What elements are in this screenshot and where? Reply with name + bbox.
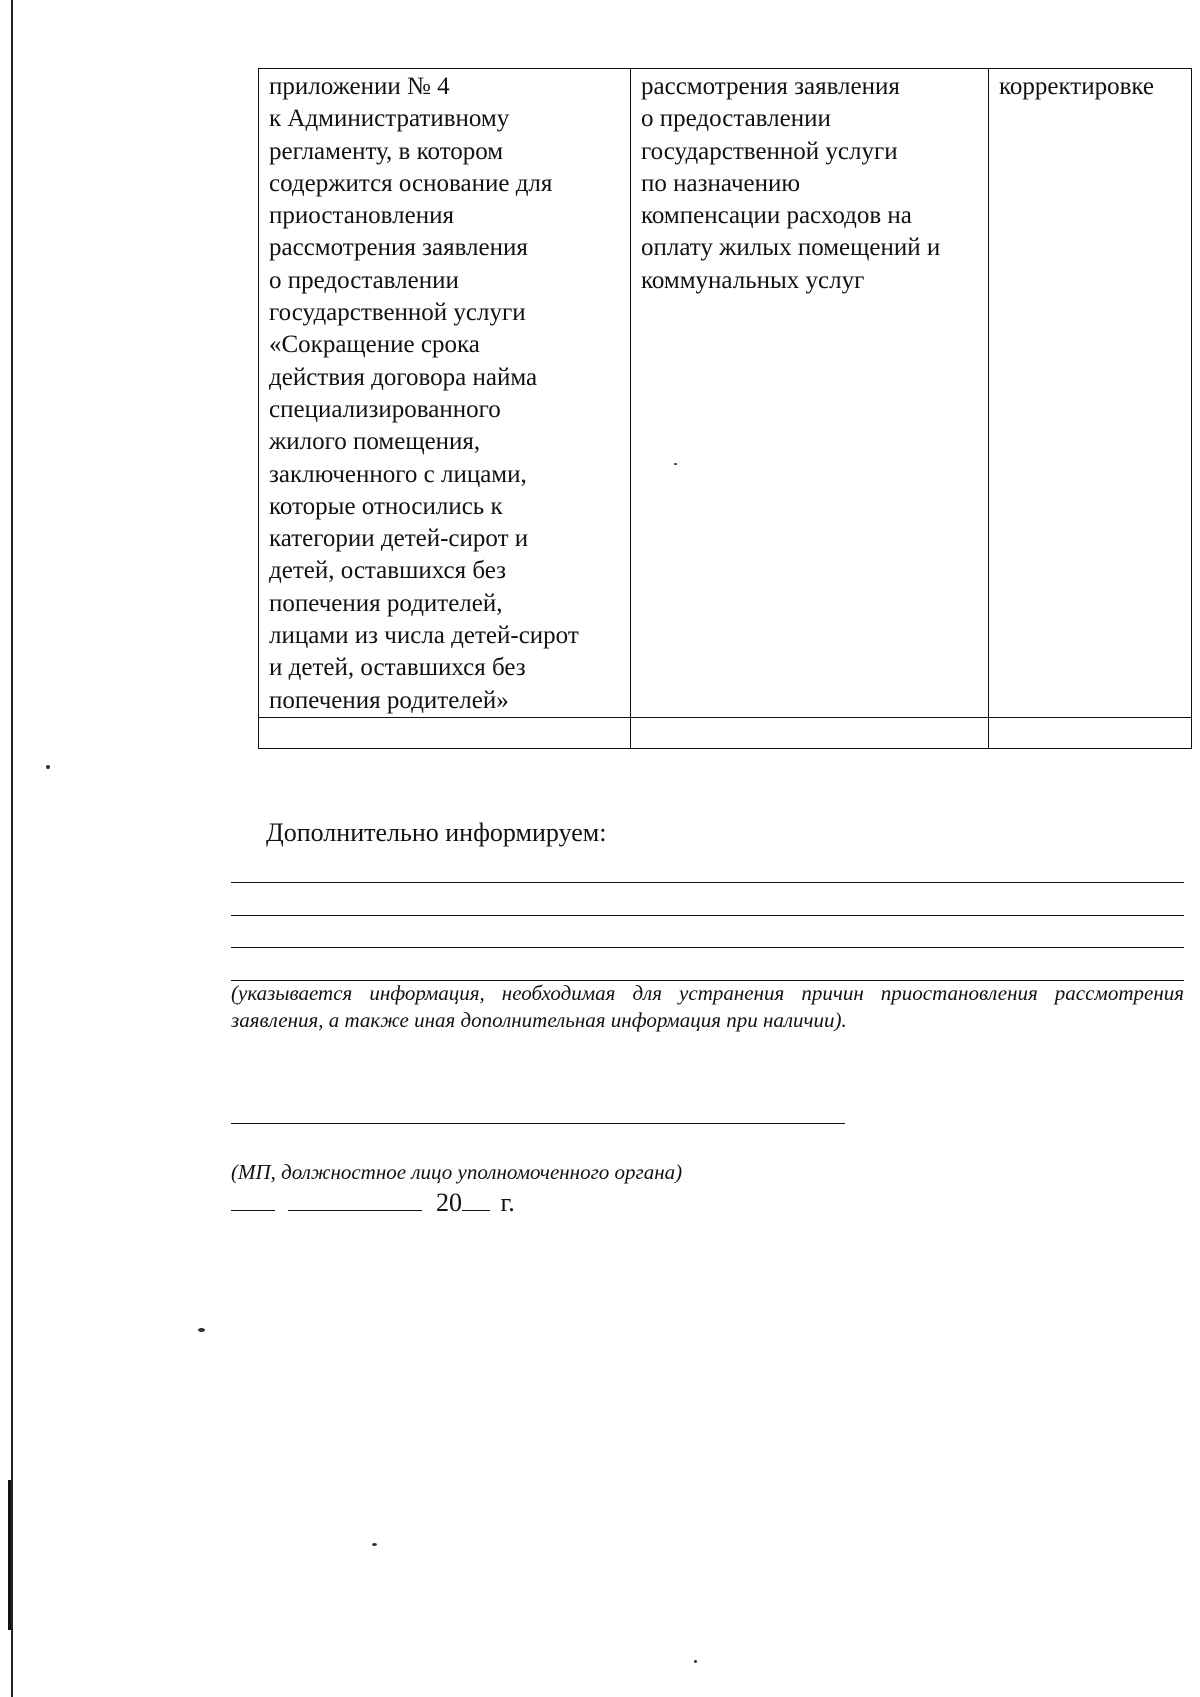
date-month-blank bbox=[288, 1188, 422, 1211]
cell-line: попечения родителей, bbox=[269, 589, 503, 617]
cell-line: специализированного bbox=[269, 395, 501, 423]
table-cell-basis bbox=[259, 69, 631, 718]
scan-speck bbox=[198, 1328, 205, 1332]
cell-line: приостановления bbox=[269, 202, 454, 230]
cell-line: жилого помещения, bbox=[269, 428, 481, 456]
cell-line: регламенту, в котором bbox=[269, 137, 504, 165]
cell-line: содержится основание для bbox=[269, 169, 553, 197]
cell-line: лицами из числа детей-сирот bbox=[269, 622, 579, 650]
table-cell-action: корректировке bbox=[989, 69, 1192, 718]
date-year-suffix: г. bbox=[500, 1188, 515, 1217]
date-row bbox=[231, 1188, 515, 1218]
cell-line: «Сокращение срока bbox=[269, 331, 480, 359]
scan-edge-mark bbox=[8, 1480, 11, 1630]
scan-speck bbox=[46, 765, 50, 769]
table-cell bbox=[259, 717, 631, 748]
cell-line: которые относились к bbox=[269, 492, 503, 520]
table-cell bbox=[989, 717, 1192, 748]
date-day-blank bbox=[231, 1188, 275, 1211]
cell-line: по назначению bbox=[641, 169, 801, 197]
cell-line: государственной услуги bbox=[269, 299, 526, 327]
date-year-prefix: 20 bbox=[436, 1188, 462, 1217]
cell-line: попечения родителей» bbox=[269, 686, 509, 714]
cell-line: компенсации расходов на bbox=[641, 202, 912, 230]
fill-line bbox=[231, 915, 1184, 916]
fill-line bbox=[231, 882, 1184, 883]
cell-line: о предоставлении bbox=[641, 105, 831, 133]
cell-line: рассмотрения заявления bbox=[269, 234, 528, 262]
cell-line: детей, оставшихся без bbox=[269, 557, 506, 585]
cell-line: и детей, оставшихся без bbox=[269, 654, 526, 682]
cell-line: государственной услуги bbox=[641, 137, 898, 165]
fill-line bbox=[231, 947, 1184, 948]
cell-line: заключенного с лицами, bbox=[269, 460, 527, 488]
cell-line: категории детей-сирот и bbox=[269, 525, 529, 553]
cell-line: рассмотрения заявления bbox=[641, 73, 900, 100]
signature-hint: (МП, должностное лицо уполномоченного органа) bbox=[231, 1160, 683, 1184]
additional-info-label: Дополнительно информируем: bbox=[266, 818, 607, 847]
table-cell bbox=[631, 717, 989, 748]
cell-line: оплату жилых помещений и bbox=[641, 234, 941, 262]
cell-line: приложении № 4 bbox=[269, 73, 450, 100]
scan-speck bbox=[694, 1660, 697, 1663]
signature-line bbox=[231, 1123, 845, 1124]
scan-speck bbox=[372, 1543, 377, 1546]
table-row-empty bbox=[259, 717, 1192, 748]
grounds-table bbox=[258, 68, 1192, 749]
cell-line: коммунальных услуг bbox=[641, 266, 865, 294]
table-cell-explanation bbox=[631, 69, 989, 718]
cell-line: о предоставлении bbox=[269, 266, 459, 294]
cell-line: к Административному bbox=[269, 105, 510, 133]
date-year-blank bbox=[462, 1188, 490, 1211]
scan-edge-left bbox=[11, 0, 13, 1697]
additional-info-hint: (указывается информация, необходимая для устранения причин приостановления рассмотрения заявления, а также иная дополнительная информация при наличии). bbox=[231, 981, 1184, 1032]
table-row bbox=[259, 69, 1192, 718]
cell-line: действия договора найма bbox=[269, 363, 538, 391]
